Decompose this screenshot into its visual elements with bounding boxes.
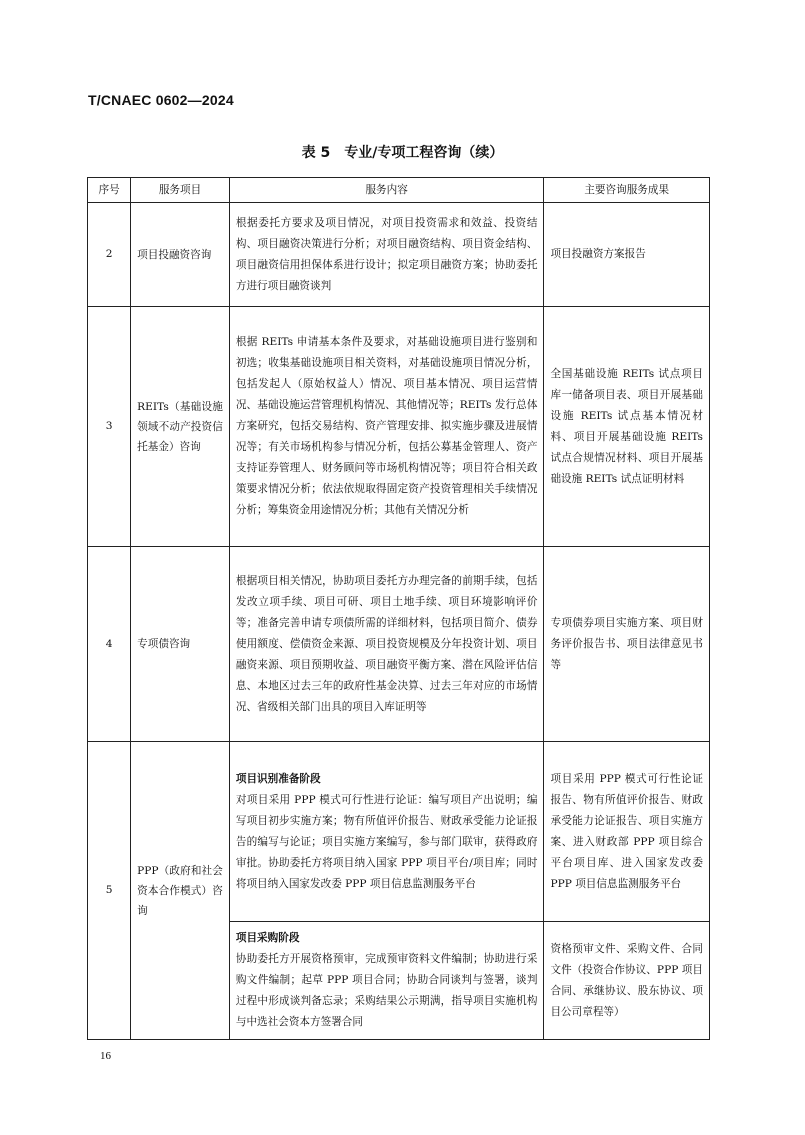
column-header-no: 序号 xyxy=(88,178,131,203)
service-result: 专项债券项目实施方案、项目财务评价报告书、项目法律意见书等 xyxy=(544,547,710,742)
table-row xyxy=(88,742,710,922)
service-content: 根据 REITs 申请基本条件及要求，对基础设施项目进行鉴别和初选；收集基础设施项目相关资料，对基础设施项目情况分析，包括发起人（原始权益人）情况、项目基本情况、项目运营情况、基础设施运营管理机构情况、其他情况等；REITs 发行总体方案研究，包括交易结构、资产管理安排、拟实施步骤及进展情况等；有关市场机构参与情况分析，包括公募基金管理人、资产支持证券管理人、财务顾问等市场机构情况等；项目符合相关政策要求情况分析；依法依规取得固定资产投资管理相关手续情况分析；筹集资金用途情况分析；其他有关情况分析 xyxy=(229,307,544,547)
service-result: 全国基础设施 REITs 试点项目库一储备项目表、项目开展基础设施 REITs 试点基本情况材料、项目开展基础设施 REITs 试点合规情况材料、项目开展基础设施 REITs 试点证明材料 xyxy=(544,307,710,547)
stage-title: 项目采购阶段 xyxy=(235,932,300,944)
table-header-row xyxy=(88,178,710,203)
service-content: 根据项目相关情况，协助项目委托方办理完备的前期手续，包括发改立项手续、项目可研、项目土地手续、项目环境影响评价等；准备完善申请专项债所需的详细材料，包括项目简介、债券使用额度、偿债资金来源、项目投资规模及分年投资计划、项目融资来源、项目预期收益、项目融资平衡方案、潜在风险评估信息、本地区过去三年的政府性基金决算、过去三年对应的市场情况、省级相关部门出具的项目入库证明等 xyxy=(229,547,544,742)
stage-title: 项目识别准备阶段 xyxy=(235,772,321,785)
service-item: REITs（基础设施领域不动产投资信托基金）咨询 xyxy=(131,307,230,547)
row-number: 5 xyxy=(88,742,131,1040)
row-number: 4 xyxy=(88,547,131,742)
consulting-services-table xyxy=(87,177,710,1040)
stage-content: 协助委托方开展资格预审，完成预审资料文件编制；协助进行采购文件编制；起草 PPP 项目合同；协助合同谈判与签署，谈判过程中形成谈判备忘录；采购结果公示期满，指导项目实施机构与中选社会资本方签署合同 xyxy=(235,953,538,1028)
document-code: T/CNAEC 0602—2024 xyxy=(88,92,234,108)
column-header-item: 服务项目 xyxy=(131,178,230,203)
row-number: 2 xyxy=(88,203,131,307)
service-item: PPP（政府和社会资本合作模式）咨询 xyxy=(131,742,230,1040)
page-number: 16 xyxy=(100,1050,111,1062)
service-item: 专项债咨询 xyxy=(131,547,230,742)
table-row xyxy=(88,307,710,547)
service-result: 资格预审文件、采购文件、合同文件（投资合作协议、PPP 项目合同、承继协议、股东协议、项目公司章程等） xyxy=(544,922,710,1040)
table-title: 表 5 专业/专项工程咨询（续） xyxy=(301,145,504,161)
row-number: 3 xyxy=(88,307,131,547)
column-header-result: 主要咨询服务成果 xyxy=(544,178,710,203)
column-header-content: 服务内容 xyxy=(229,178,544,203)
service-result: 项目投融资方案报告 xyxy=(544,203,710,307)
service-content xyxy=(229,742,544,922)
stage-content: 对项目采用 PPP 模式可行性进行论证：编写项目产出说明；编写项目初步实施方案；物有所值评价报告、财政承受能力论证报告的编写与论证；项目实施方案编写，参与部门联审，获得政府审批。协助委托方将项目纳入国家 PPP 项目平台/项目库；同时将项目纳入国家发改委 PPP 项目信息监测服务平台 xyxy=(235,793,538,890)
service-content: 根据委托方要求及项目情况，对项目投资需求和效益、投资结构、项目融资决策进行分析；对项目融资结构、项目资金结构、项目融资信用担保体系进行设计；拟定项目融资方案；协助委托方进行项目融资谈判 xyxy=(229,203,544,307)
service-item: 项目投融资咨询 xyxy=(131,203,230,307)
table-row xyxy=(88,203,710,307)
table-row xyxy=(88,547,710,742)
service-content xyxy=(229,922,544,1040)
service-result: 项目采用 PPP 模式可行性论证报告、物有所值评价报告、财政承受能力论证报告、项目实施方案、进入财政部 PPP 项目综合平台项目库、进入国家发改委 PPP 项目信息监测服务平台 xyxy=(544,742,710,922)
